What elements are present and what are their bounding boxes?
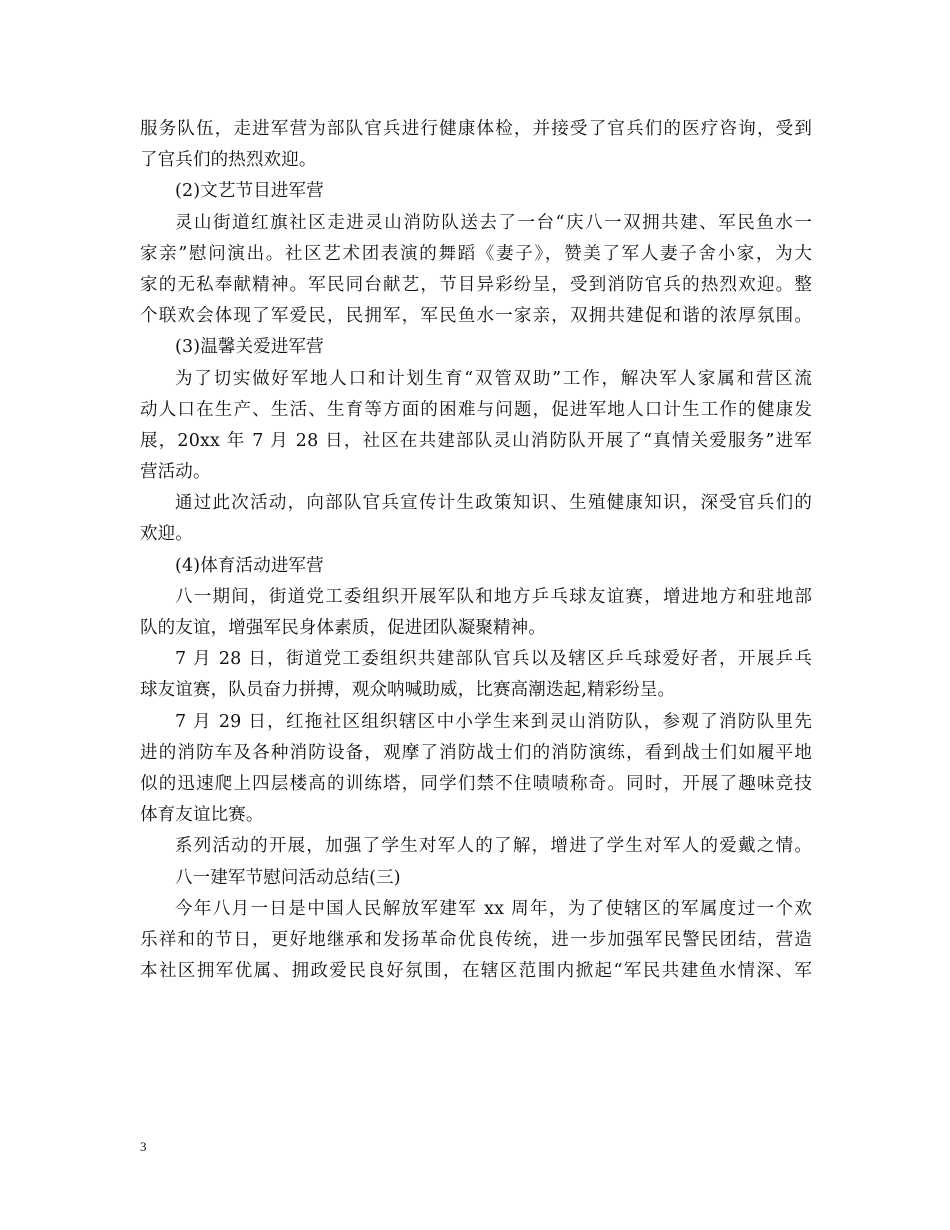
text-line: 队的友谊，增强军民身体素质，促进团队凝聚精神。	[140, 618, 546, 638]
text-line: 个联欢会体现了军爱民，民拥军，军民鱼水一家亲，双拥共建促和谐的浓厚氛围。	[140, 306, 812, 327]
text-line: 展，20xx 年 7 月 28 日，社区在共建部队灵山消防队开展了“真情关爱服务”进军	[140, 430, 812, 451]
text-line: 本社区拥军优属、拥政爱民良好氛围，在辖区范围内掀起“军民共建鱼水情深、军	[140, 961, 812, 982]
text-line: 营活动。	[140, 462, 211, 483]
text-line: 7 月 28 日，街道党工委组织共建部队官兵以及辖区乒乓球爱好者，开展乒乓	[175, 649, 812, 670]
text-line: 进的消防车及各种消防设备，观摩了消防战士们的消防演练，看到战士们如履平地	[140, 742, 812, 763]
text-line: 欢迎。	[140, 524, 193, 545]
text-line: 了官兵们的热烈欢迎。	[140, 150, 317, 171]
text-line: 动人口在生产、生活、生育等方面的困难与问题，促进军地人口计生工作的健康发	[140, 399, 812, 420]
text-line: 八一期间，街道党工委组织开展军队和地方乒乓球友谊赛，增进地方和驻地部	[175, 586, 812, 607]
section-heading: (2)文艺节目进军营	[175, 181, 324, 202]
text-line: 似的迅速爬上四层楼高的训练塔，同学们禁不住啧啧称奇。同时，开展了趣味竞技	[140, 773, 812, 794]
text-line: 球友谊赛，队员奋力拼搏，观众呐喊助威，比赛高潮迭起,精彩纷呈。	[140, 680, 676, 701]
section-heading: 八一建军节慰问活动总结(三)	[175, 867, 401, 888]
text-line: 通过此次活动，向部队官兵宣传计生政策知识、生殖健康知识，深受官兵们的	[175, 493, 812, 514]
text-line: 今年八月一日是中国人民解放军建军 xx 周年，为了使辖区的军属度过一个欢	[175, 898, 812, 919]
text-line: 家亲”慰问演出。社区艺术团表演的舞蹈《妻子》，赞美了军人妻子舍小家，为大	[140, 243, 812, 264]
text-line: 灵山街道红旗社区走进灵山消防队送去了一台“庆八一双拥共建、军民鱼水一	[175, 212, 812, 233]
text-line: 7 月 29 日，红拖社区组织辖区中小学生来到灵山消防队，参观了消防队里先	[175, 711, 812, 732]
page-number: 3	[140, 1139, 147, 1154]
document-body	[140, 114, 812, 987]
text-line: 家的无私奉献精神。军民同台献艺，节目异彩纷呈，受到消防官兵的热烈欢迎。整	[140, 274, 812, 295]
text-line: 为了切实做好军地人口和计划生育“双管双助”工作，解决军人家属和营区流	[175, 368, 812, 389]
section-heading: (3)温馨关爱进军营	[175, 337, 324, 358]
text-line: 体育友谊比赛。	[140, 805, 264, 826]
section-heading: (4)体育活动进军营	[175, 555, 324, 576]
text-line: 服务队伍，走进军营为部队官兵进行健康体检，并接受了官兵们的医疗咨询，受到	[140, 119, 812, 139]
text-line: 系列活动的开展，加强了学生对军人的了解，增进了学生对军人的爱戴之情。	[175, 836, 812, 857]
text-line: 乐祥和的节日，更好地继承和发扬革命优良传统，进一步加强军民警民团结，营造	[140, 929, 812, 950]
